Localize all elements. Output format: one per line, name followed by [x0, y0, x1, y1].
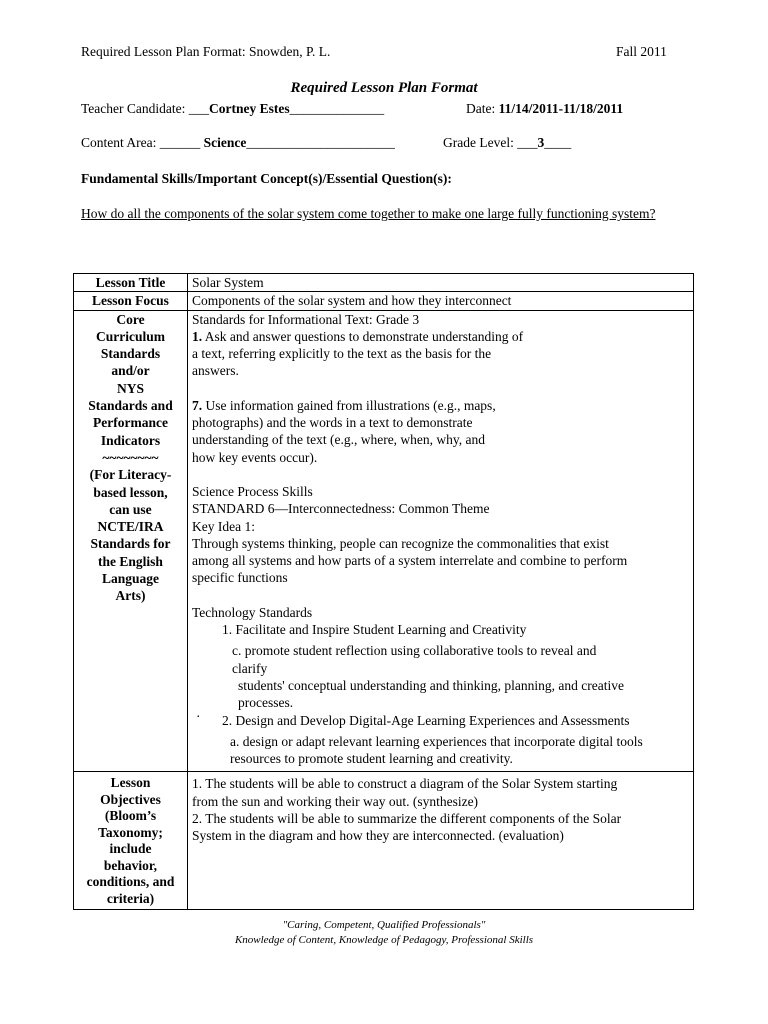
objective-line: from the sun and working their way out. (synthesize)	[192, 793, 479, 809]
footer-skills: Knowledge of Content, Knowledge of Pedagogy, Professional Skills	[234, 934, 534, 946]
tech-item-1c-cont: students' conceptual understanding and thinking, planning, and creative	[238, 677, 624, 693]
date-field	[466, 101, 623, 117]
grade-level-field	[443, 135, 571, 151]
footer-motto: "Caring, Competent, Qualified Professionals"	[282, 919, 486, 931]
content-trail: ______________________	[246, 135, 395, 150]
date-value: 11/14/2011-11/18/2011	[498, 101, 624, 116]
science-standard: STANDARD 6—Interconnectedness: Common Theme	[192, 501, 490, 517]
objectives-label-line: include	[109, 841, 152, 857]
teacher-trail: ______________	[289, 101, 385, 116]
standards-label-line: Curriculum	[96, 328, 165, 344]
objective-line: 2. The students will be able to summarize the different components of the Solar	[192, 811, 622, 827]
lesson-focus-value: Components of the solar system and how they interconnect	[188, 292, 694, 310]
standards-label-line: Standards for	[90, 536, 171, 552]
spacer	[192, 466, 689, 483]
standard-1-line: answers.	[192, 363, 239, 379]
content-area-field	[81, 135, 395, 151]
standards-label-line: NCTE/IRA	[97, 519, 164, 535]
standards-label-line: based lesson,	[93, 484, 168, 500]
standard-7-line	[192, 397, 689, 414]
standard-1-line: a text, referring explicitly to the text as the basis for the	[192, 346, 492, 362]
lesson-title-value: Solar System	[188, 274, 694, 292]
standard-7-text: Use information gained from illustrations (e.g., maps,	[202, 397, 496, 413]
spacer	[192, 587, 689, 604]
essential-question: How do all the components of the solar system come together to make one large fully functioning system?	[81, 206, 656, 221]
science-line: Through systems thinking, people can recognize the commonalities that exist	[192, 535, 609, 551]
running-header-right: Fall 2011	[616, 44, 667, 59]
standard-7-number: 7.	[192, 397, 203, 413]
table-row-objectives	[74, 772, 694, 910]
lesson-title-label: Lesson Title	[74, 274, 188, 292]
objectives-label-line: Objectives	[100, 791, 161, 807]
standards-label-line: and/or	[111, 363, 150, 379]
objectives-label-line: Taxonomy;	[98, 824, 163, 840]
tech-item-1c-line: clarify	[232, 660, 268, 676]
grade-value: 3	[537, 135, 545, 150]
standards-label	[74, 310, 188, 772]
tech-item-2a-line: resources to promote student learning and creativity.	[230, 751, 513, 767]
bullet-icon: ·	[196, 708, 201, 724]
teacher-value: Cortney Estes	[209, 101, 290, 116]
standard-1-number: 1.	[192, 328, 203, 344]
lesson-focus-label: Lesson Focus	[74, 292, 188, 310]
document-title: Required Lesson Plan Format	[290, 80, 478, 96]
objective-line: System in the diagram and how they are interconnected. (evaluation)	[192, 828, 564, 844]
grade-label: Grade Level: ___	[443, 135, 538, 150]
objectives-label-line: (Bloom’s	[104, 808, 157, 824]
objectives-content	[188, 772, 694, 910]
standards-label-line: Standards	[100, 346, 161, 362]
fundamentals-heading: Fundamental Skills/Important Concept(s)/Essential Question(s):	[81, 171, 452, 186]
running-header-left: Required Lesson Plan Format: Snowden, P. L.	[81, 44, 331, 59]
objectives-label-line: criteria)	[106, 890, 155, 906]
tech-item-2: 2. Design and Develop Digital-Age Learning Experiences and Assessments	[222, 712, 630, 728]
standards-label-line: Arts)	[115, 588, 146, 604]
content-value: Science	[203, 135, 247, 150]
standard-1-text: Ask and answer questions to demonstrate understanding of	[202, 328, 524, 344]
objectives-label-line: behavior,	[103, 857, 158, 873]
grade-trail: ____	[544, 135, 572, 150]
standards-label-line: NYS	[116, 380, 144, 396]
date-label: Date:	[466, 101, 499, 116]
standard-1-line	[192, 328, 689, 345]
objectives-label	[74, 772, 188, 910]
standards-content	[188, 310, 694, 772]
tech-item-1c-cont: processes.	[238, 695, 294, 711]
spacer	[192, 767, 689, 771]
standards-label-line: Standards and	[88, 398, 173, 414]
tech-item-2a-line: a. design or adapt relevant learning experiences that incorporate digital tools	[230, 733, 643, 749]
content-label: Content Area: ______	[81, 135, 204, 150]
tech-item-1c-line: c. promote student reflection using collaborative tools to reveal and	[232, 643, 597, 659]
science-heading: Science Process Skills	[192, 483, 313, 499]
lesson-plan-table	[73, 273, 694, 910]
science-line: among all systems and how parts of a system interrelate and combine to perform	[192, 553, 628, 569]
objective-line: 1. The students will be able to construct a diagram of the Solar System starting	[192, 776, 618, 792]
teacher-candidate-field	[81, 101, 384, 117]
standards-label-line: can use	[109, 501, 152, 517]
tech-item-1: 1. Facilitate and Inspire Student Learning and Creativity	[222, 622, 527, 638]
teacher-label: Teacher Candidate: ___	[81, 101, 209, 116]
standards-label-line: (For Literacy-	[89, 467, 172, 483]
key-idea: Key Idea 1:	[192, 518, 255, 534]
standard-7-line: understanding of the text (e.g., where, when, why, and	[192, 432, 486, 448]
standards-label-line: Language	[101, 571, 159, 587]
standards-label-line: ~~~~~~~~	[102, 449, 159, 465]
standards-label-line: Performance	[93, 415, 168, 431]
table-row-lesson-title	[74, 274, 694, 292]
standard-7-line: how key events occur).	[192, 449, 318, 465]
tech-item-2-line	[192, 708, 689, 729]
science-line: specific functions	[192, 570, 288, 586]
spacer	[192, 380, 689, 397]
table-row-standards	[74, 310, 694, 772]
table-row-lesson-focus	[74, 292, 694, 310]
standards-label-line: Indicators	[100, 432, 161, 448]
objectives-label-line: Lesson	[110, 775, 151, 791]
objectives-label-line: conditions, and	[86, 874, 175, 890]
standards-label-line: the English	[98, 553, 163, 569]
standards-heading: Standards for Informational Text: Grade 3	[192, 311, 420, 327]
standard-7-line: photographs) and the words in a text to demonstrate	[192, 415, 473, 431]
tech-heading: Technology Standards	[192, 604, 313, 620]
standards-label-line: Core	[116, 311, 145, 327]
